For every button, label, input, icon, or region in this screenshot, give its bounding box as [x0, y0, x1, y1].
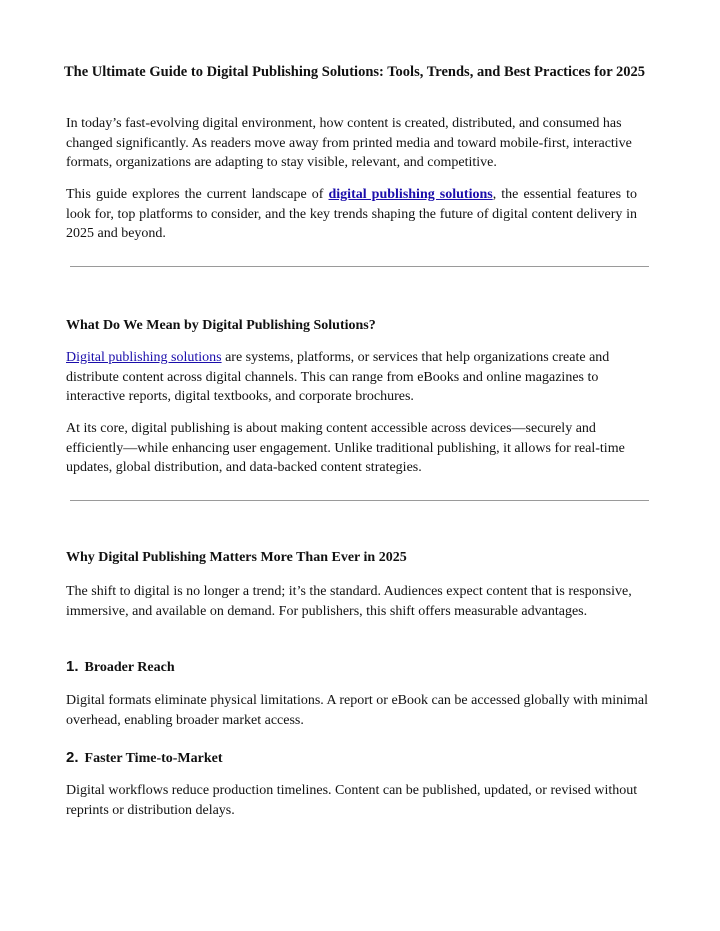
section-2-heading: Why Digital Publishing Matters More Than Ever in 2025 — [66, 550, 407, 565]
list-item-heading — [66, 748, 223, 768]
list-item-heading — [66, 657, 175, 677]
intro-p2-after: , the essential features to look for, top platforms to consider, and the key trends shaping the future of digital content delivery in 2025 and beyond. — [66, 187, 637, 241]
section-1-paragraph-1 — [66, 348, 656, 407]
section-divider — [70, 266, 649, 267]
list-item-number: 2. — [66, 749, 79, 766]
page-title: The Ultimate Guide to Digital Publishing Solutions: Tools, Trends, and Best Practices for 2025 — [64, 64, 645, 80]
list-item-number: 1. — [66, 658, 79, 675]
digital-publishing-link[interactable]: digital publishing solutions — [328, 187, 493, 202]
list-item-title: Broader Reach — [84, 660, 175, 675]
list-item-body: Digital formats eliminate physical limitations. A report or eBook can be accessed globally with minimal overhead, enabling broader market access. — [66, 693, 649, 728]
list-item-body: Digital workflows reduce production timelines. Content can be published, updated, or revised without reprints or distribution delays. — [66, 783, 638, 818]
section-2-paragraph-1: The shift to digital is no longer a trend; it’s the standard. Audiences expect content that is responsive, immersive, and available on demand. For publishers, this shift offers measurable advantages. — [66, 584, 632, 619]
intro-p2-before: This guide explores the current landscape of — [66, 187, 329, 202]
list-item-title: Faster Time-to-Market — [84, 751, 223, 766]
digital-publishing-solutions-link[interactable]: Digital publishing solutions — [66, 350, 222, 365]
intro-paragraph-1: In today’s fast-evolving digital environment, how content is created, distributed, and consumed has changed significantly. As readers move away from printed media and toward mobile-first, interactive formats, organizations are adapting to stay visible, relevant, and competitive. — [66, 116, 632, 170]
intro-paragraph-2 — [66, 185, 637, 244]
section-1-paragraph-2: At its core, digital publishing is about making content accessible across devices—securely and efficiently—while enhancing user engagement. Unlike traditional publishing, it allows for real-time updates, global distribution, and data-backed content strategies. — [66, 421, 625, 475]
section-divider — [70, 500, 649, 501]
section-1-heading: What Do We Mean by Digital Publishing Solutions? — [66, 318, 376, 333]
section-1-p1-after: are systems, platforms, or services that help organizations create and distribute content across digital channels. This can range from eBooks and online magazines to interactive reports, digital textbooks, and corporate brochures. — [66, 350, 610, 404]
